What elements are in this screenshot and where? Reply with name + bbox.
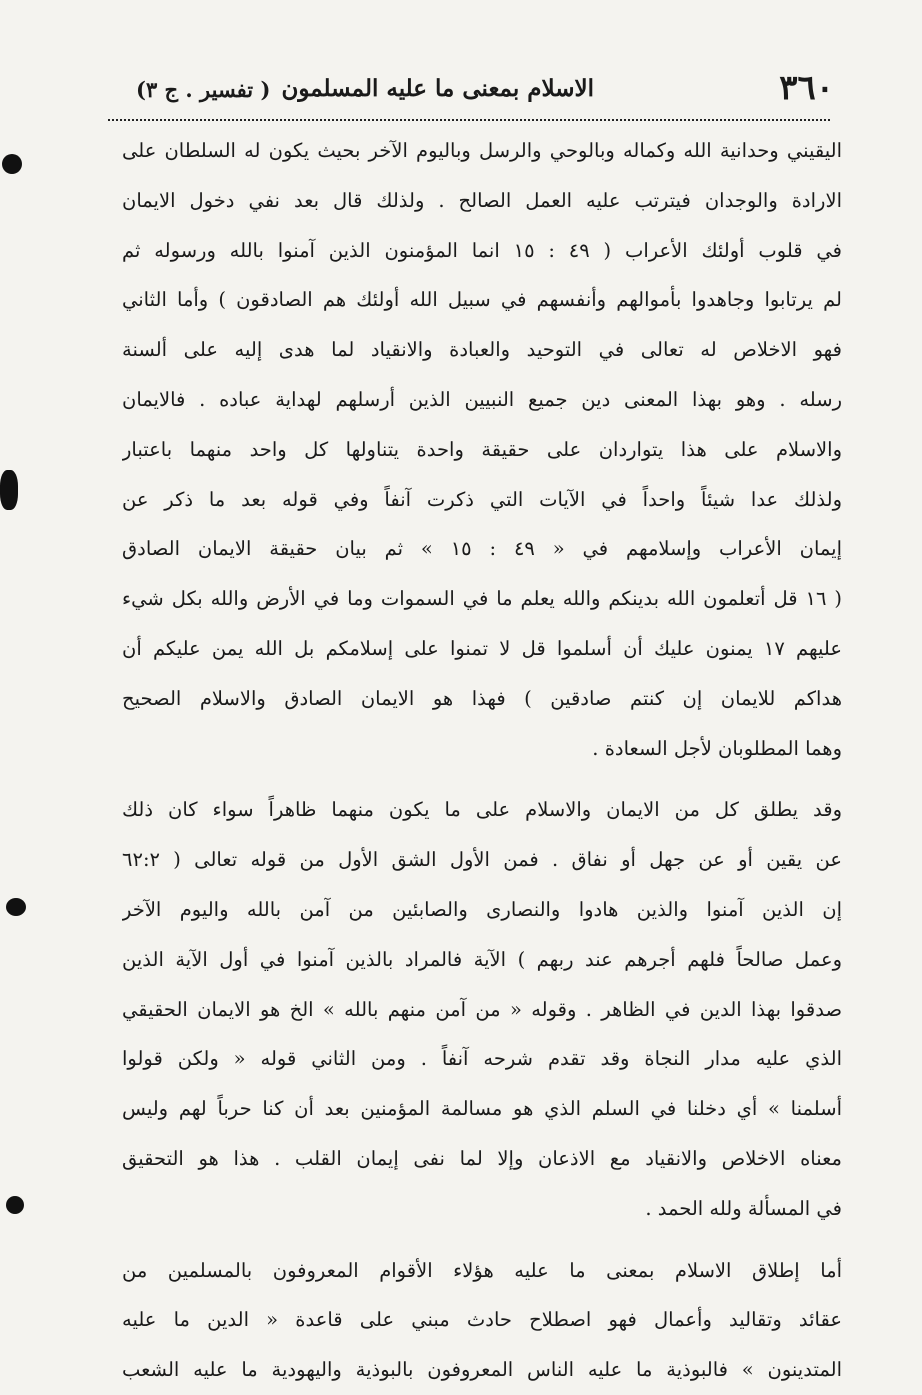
running-title: الاسلام بمعنى ما عليه المسلمون — [281, 75, 594, 102]
header-rule — [108, 119, 830, 121]
text-line: أسلمنا » أي دخلنا في السلم الذي هو مسالمة المؤمنين بعد أن كنا حرباً لهم وليس — [122, 1097, 842, 1121]
page-number: ٣٦٠ — [779, 68, 834, 108]
text-line: وهما المطلوبان لأجل السعادة . — [592, 736, 842, 760]
section-reference: ( تفسير . ج ٣) — [136, 77, 271, 102]
text-line: الارادة والوجدان فيترتب عليه العمل الصالح . ولذلك قال بعد نفي دخول الايمان — [122, 188, 842, 212]
text-line: المتدينون » فالبوذية ما عليه الناس المعروفون بالبوذية واليهودية ما عليه الشعب — [122, 1358, 842, 1382]
text-line: ولذلك عدا شيئاً واحداً في الآيات التي ذكرت آنفاً وفي قوله بعد ما ذكر عن — [122, 487, 842, 511]
binding-hole-mark — [6, 898, 26, 916]
text-line: وعمل صالحاً فلهم أجرهم عند ربهم ) الآية فالمراد بالذين آمنوا في أول الآية الذين — [122, 947, 842, 971]
body-text — [122, 126, 842, 1382]
paragraph-1 — [122, 126, 842, 773]
text-line: عقائد وتقاليد وأعمال فهو اصطلاح حادث مبني على قاعدة « الدين ما عليه — [122, 1308, 842, 1332]
text-line: إيمان الأعراب وإسلامهم في « ٤٩ : ١٥ » ثم بيان حقيقة الايمان الصادق — [122, 537, 842, 561]
text-line: ( ١٦ قل أتعلمون الله بدينكم والله يعلم ما في السموات وما في الأرض والله بكل شيء — [122, 587, 842, 611]
paragraph-gap — [122, 1234, 842, 1246]
text-line: في قلوب أولئك الأعراب ( ٤٩ : ١٥ انما المؤمنون الذين آمنوا بالله ورسوله ثم — [122, 238, 842, 262]
text-line: لم يرتابوا وجاهدوا بأموالهم وأنفسهم في سبيل الله أولئك هم الصادقون ) وأما الثاني — [122, 288, 842, 312]
paragraph-gap — [122, 773, 842, 785]
binding-hole-mark — [2, 154, 22, 174]
text-line: صدقوا بهذا الدين في الظاهر . وقوله « من آمن منهم بالله » الخ هو الايمان الحقيقي — [122, 997, 842, 1021]
text-line: أما إطلاق الاسلام بمعنى ما عليه هؤلاء الأقوام المعروفون بالمسلمين من — [122, 1258, 842, 1282]
text-line: في المسألة ولله الحمد . — [645, 1196, 842, 1220]
text-line: والاسلام على هذا يتواردان على حقيقة واحدة يتناولها كل واحد منهما باعتبار — [122, 437, 842, 461]
text-line: الذي عليه مدار النجاة وقد تقدم شرحه آنفاً . ومن الثاني قوله « ولكن قولوا — [122, 1047, 842, 1071]
text-line: معناه الاخلاص والانقياد مع الاذعان وإلا لما نفى إيمان القلب . هذا هو التحقيق — [122, 1146, 842, 1170]
text-line: اليقيني وحدانية الله وكماله وبالوحي والرسل وباليوم الآخر بحيث يكون له السلطان على — [122, 139, 842, 162]
text-line: رسله . وهو بهذا المعنى دين جميع النبيين الذين أرسلهم لهداية عباده . فالايمان — [122, 387, 842, 411]
text-line: فهو الاخلاص له تعالى في التوحيد والعبادة والانقياد لما هدى إليه على ألسنة — [122, 338, 842, 362]
binding-hole-mark — [6, 1196, 24, 1214]
binding-hole-mark — [0, 470, 18, 510]
text-line: عن يقين أو عن جهل أو نفاق . فمن الأول الشق الأول من قوله تعالى ( ٦٢:٢ — [122, 848, 842, 872]
text-line: هداكم للايمان إن كنتم صادقين ) فهذا هو الايمان الصادق والاسلام الصحيح — [122, 686, 842, 710]
paragraph-3 — [122, 1246, 842, 1395]
text-line: عليهم ١٧ يمنون عليك أن أسلموا قل لا تمنوا على إسلامكم بل الله يمن عليكم أن — [122, 636, 842, 660]
text-line: إن الذين آمنوا والذين هادوا والنصارى والصابئين من آمن بالله واليوم الآخر — [122, 897, 842, 921]
paragraph-2 — [122, 785, 842, 1233]
text-line: وقد يطلق كل من الايمان والاسلام على ما يكون منهما ظاهراً سواء كان ذلك — [122, 798, 842, 822]
page-header — [118, 68, 834, 112]
